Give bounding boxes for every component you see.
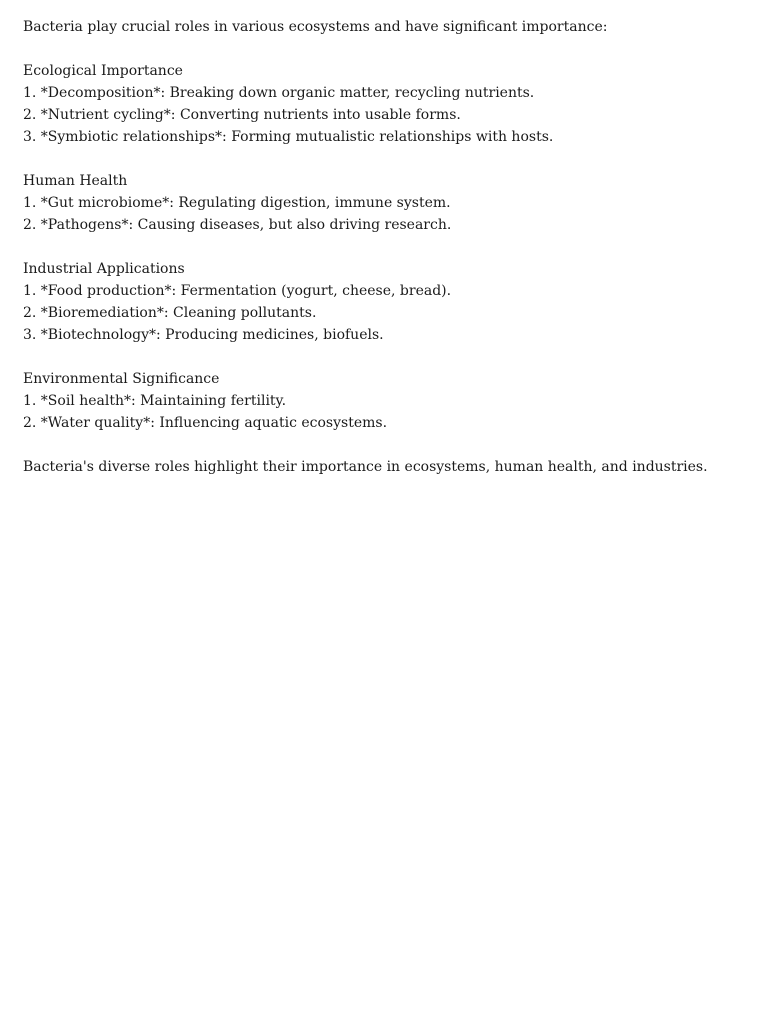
list-item: 1. *Food production*: Fermentation (yogurt, cheese, bread). xyxy=(23,283,452,299)
section-heading: Ecological Importance xyxy=(23,63,183,79)
spacer xyxy=(23,346,753,368)
section-heading: Industrial Applications xyxy=(23,261,185,277)
spacer xyxy=(23,148,753,170)
section-environmental-significance xyxy=(23,368,753,434)
list-item: 2. *Bioremediation*: Cleaning pollutants. xyxy=(23,305,317,321)
list-item: 1. *Decomposition*: Breaking down organic matter, recycling nutrients. xyxy=(23,85,535,101)
spacer xyxy=(23,434,753,456)
document-body xyxy=(23,16,753,478)
list-item: 3. *Symbiotic relationships*: Forming mutualistic relationships with hosts. xyxy=(23,129,554,145)
section-heading: Human Health xyxy=(23,173,128,189)
intro-text: Bacteria play crucial roles in various ecosystems and have significant importance: xyxy=(23,19,608,35)
list-item: 2. *Water quality*: Influencing aquatic ecosystems. xyxy=(23,415,388,431)
conclusion-text: Bacteria's diverse roles highlight their importance in ecosystems, human health, and industries. xyxy=(23,459,708,475)
spacer xyxy=(23,38,753,60)
spacer xyxy=(23,236,753,258)
list-item: 2. *Pathogens*: Causing diseases, but also driving research. xyxy=(23,217,452,233)
list-item: 1. *Gut microbiome*: Regulating digestion, immune system. xyxy=(23,195,451,211)
list-item: 1. *Soil health*: Maintaining fertility. xyxy=(23,393,287,409)
section-ecological-importance xyxy=(23,60,753,148)
section-industrial-applications xyxy=(23,258,753,346)
section-human-health xyxy=(23,170,753,236)
section-heading: Environmental Significance xyxy=(23,371,220,387)
list-item: 2. *Nutrient cycling*: Converting nutrients into usable forms. xyxy=(23,107,461,123)
list-item: 3. *Biotechnology*: Producing medicines, biofuels. xyxy=(23,327,384,343)
